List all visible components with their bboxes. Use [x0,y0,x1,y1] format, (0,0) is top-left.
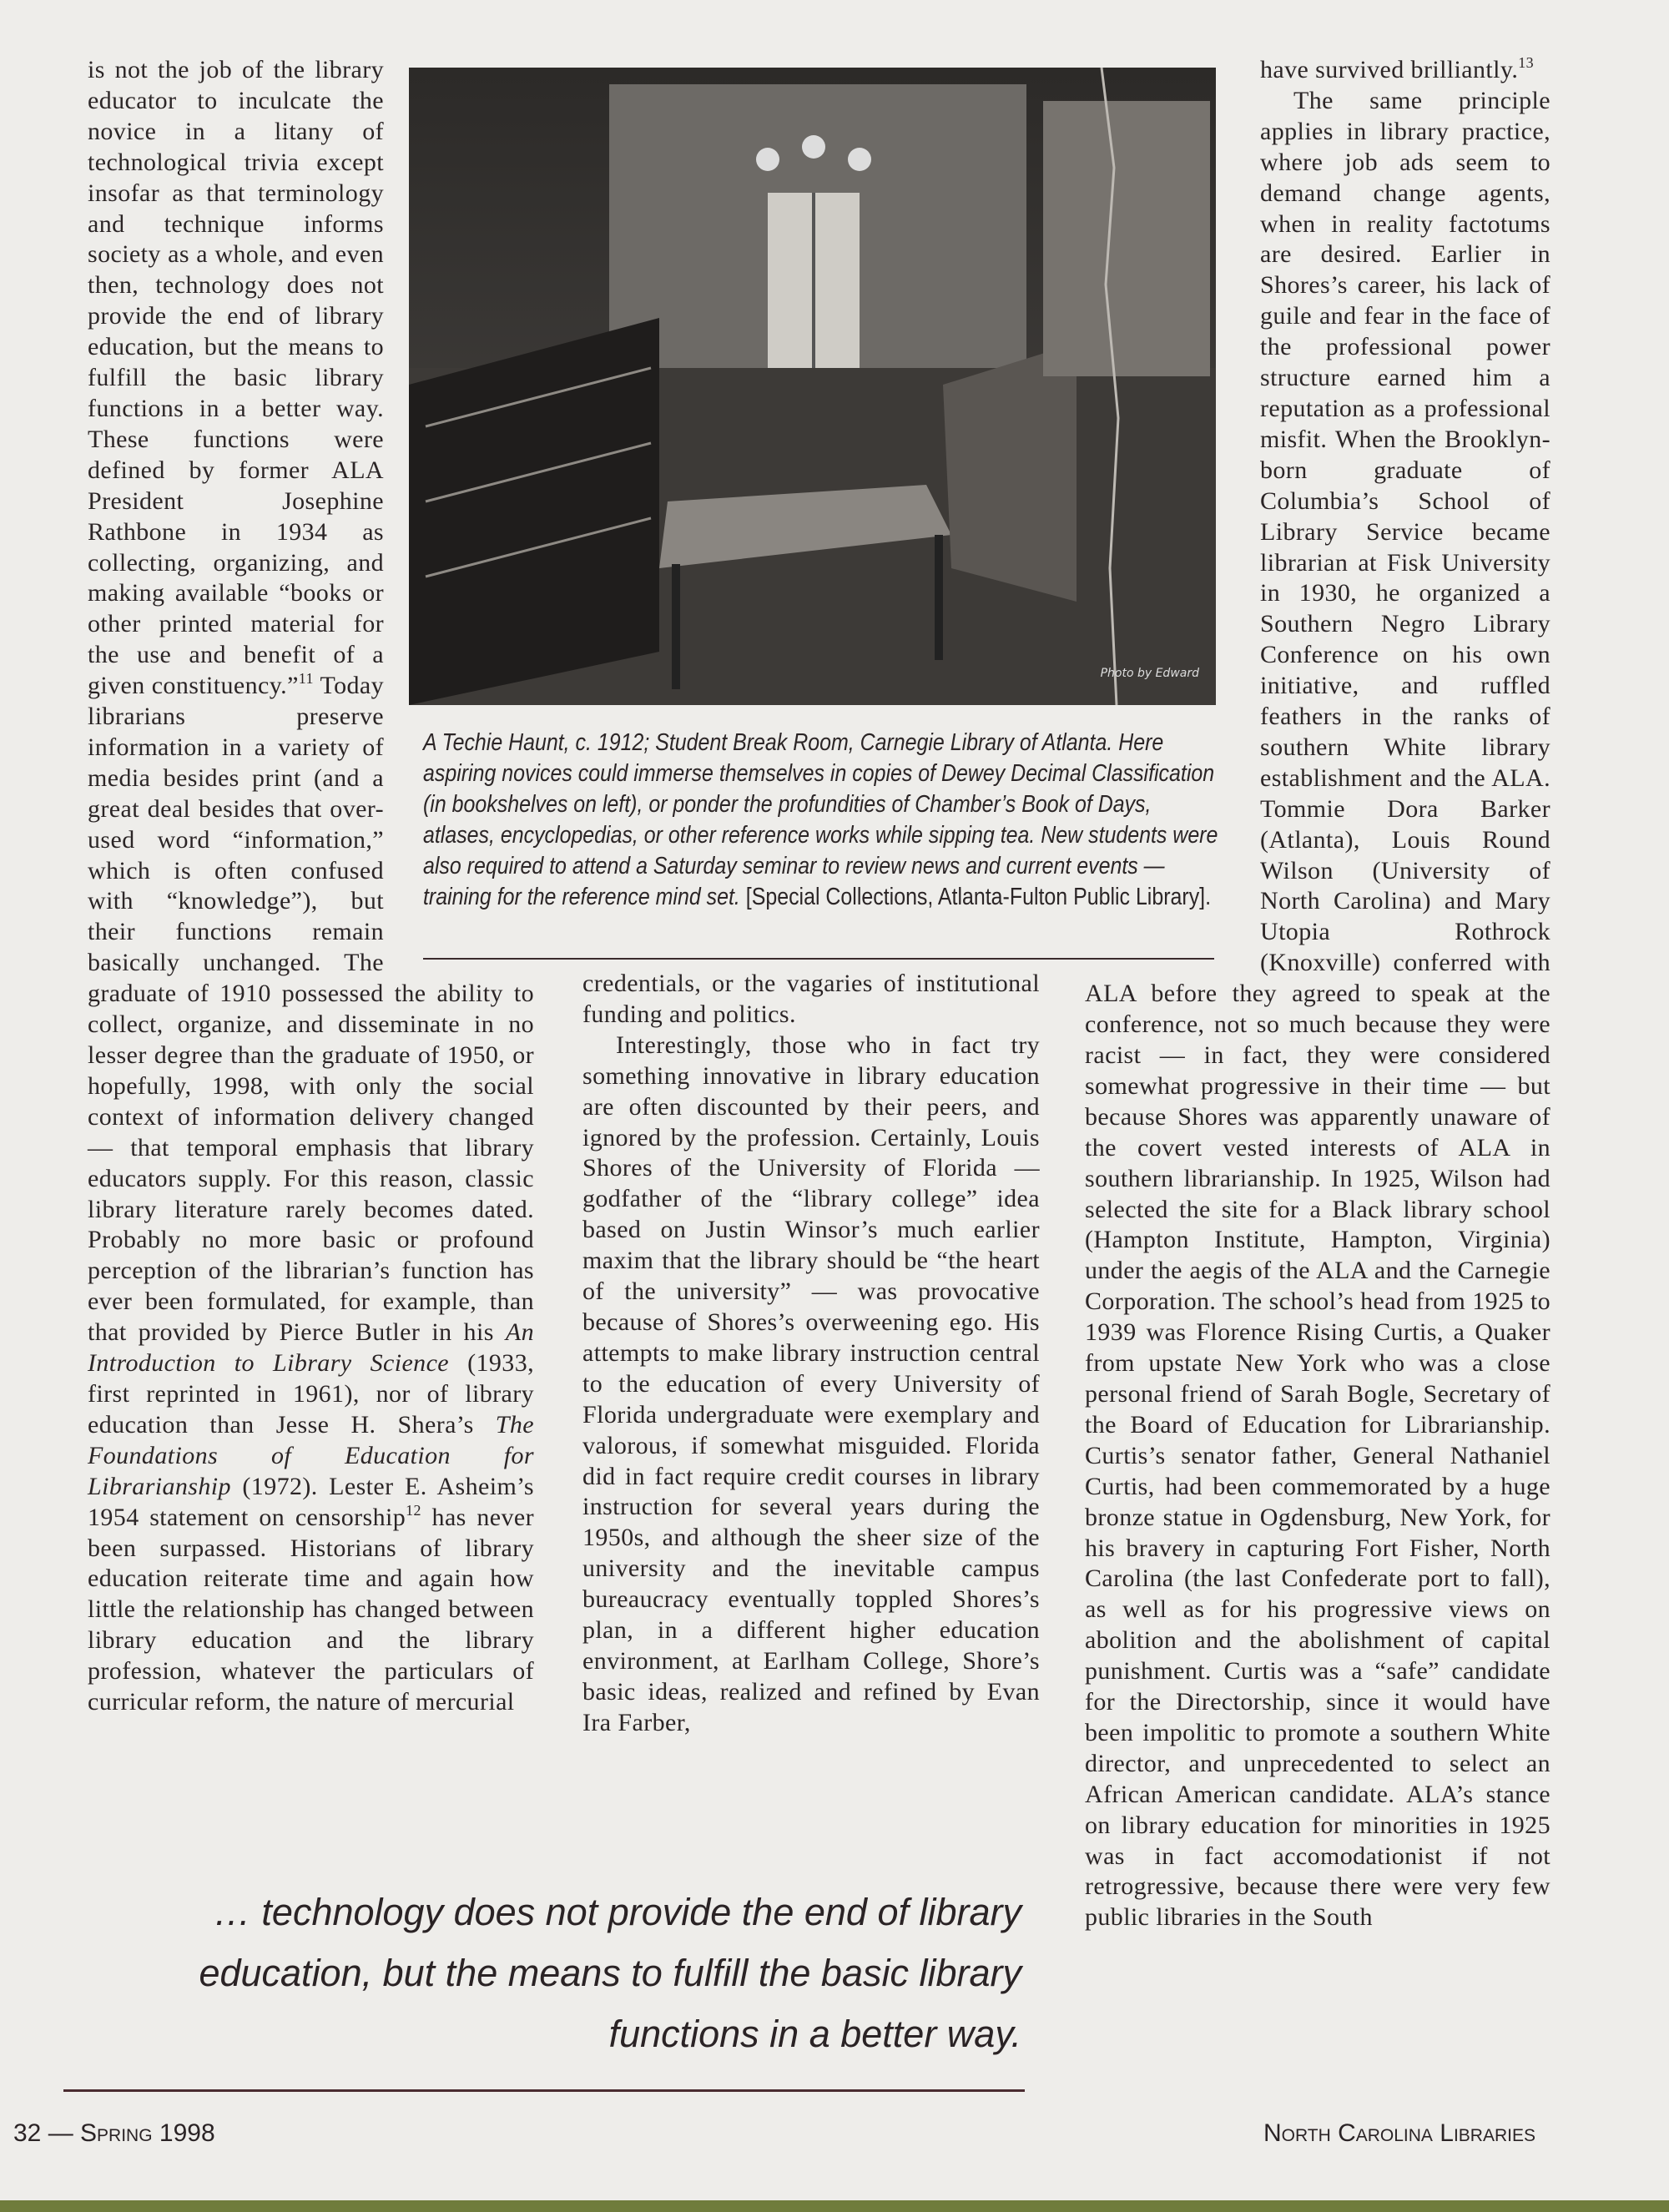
article-column-3 [1085,55,1551,1933]
footnote-ref: 11 [298,670,314,688]
text-run: Today librarians preserve information in a variety of media besides print (and a great deal besides that over-used word “information,” which is often confused with “knowledge”), but their functions remain basically unchanged. The graduate of 1910 possessed the ability to collect, organize, and disseminate in no lesser degree than the graduate of 1950, or hopefully, 1998, with only the social context of information delivery changed — that temporal emphasis that library educators supply. For this reason, classic library literature rarely becomes dated. Probably no more basic or profound perception of the librarian’s function has ever been formulated, for example, than that provided by Pierce Butler in his [88,672,534,1347]
paragraph: The same principle applies in library practice, where job ads seem to demand change agents, when in reality factotums are desired. Earlier in Shores’s career, his lack of guile and fear in the face of the professional power structure earned him a reputation as a professional misfit. When the Brooklyn-born graduate of Columbia’s School of Library Service became librarian at Fisk University in 1930, he organized a Southern Negro Library Conference on his own initiative, and ruffled feathers in the ranks of southern White library establishment and the ALA. Tommie Dora Barker (Atlanta), Louis Round Wilson (University of North Carolina) and Mary Utopia Rothrock (Knoxville) conferred with ALA before they agreed to speak at the conference, not so much because they were racist — in fact, they were considered somewhat progressive in their time — but because Shores was apparently unaware of the covert vested interests of ALA in southern librarianship. In 1925, Wilson had selected the site for a Black library school (Hampton Institute, Hampton, Virginia) under the aegis of the ALA and the Carnegie Corporation. The school’s head from 1925 to 1939 was Florence Rising Curtis, a Quaker from upstate New York who was a close personal friend of Sarah Bogle, Secretary of the Board of Education for Librarianship. Curtis’s senator father, General Nathaniel Curtis, had been commemorated by a huge bronze statue in Ogdensburg, New York, for his bravery in capturing Fort Fisher, North Carolina (the last Confederate port to fall), as well as for his progressive views on abolition and the abolishment of capital punishment. Curtis was a “safe” candidate for the Directorship, since it would have been impolitic to promote a southern White director, and unprecedented to select an African American candidate. ALA’s stance on library education for minorities in 1925 was in fact accomodationist if not retrogressive, because there were very few public libraries in the South [1085,86,1551,1932]
text-run: has never been surpassed. Historians of library education reiterate time and again how little the relationship has changed between library education and the library profession, whatever the particulars of curricular reform, the nature of mercurial [88,1503,534,1716]
photo-credit: Photo by Edward [1100,667,1199,680]
text-run: (1933, first reprinted in 1961), nor of library education than Jesse H. Shera’s [88,1349,534,1439]
photo-wrap-spacer [1085,55,1260,971]
text-run: have survived brilliantly. [1260,56,1519,83]
caption-text: A Techie Haunt, c. 1912; Student Break Room, Carnegie Library of Atlanta. Here aspiring novices could immerse themselves in copies of Dewey Decimal Classification (in bookshelves on left), or ponder the profundities of Chamber’s Book of Days, atlases, encyclopedias, or other reference works while sipping tea. New students were also required to attend a Saturday seminar to review news and current events — training for the reference mind set. [423,729,1218,910]
article-column-2 [582,969,1040,1739]
pull-quote-line: … technology does not provide the end of library [213,1891,1021,1933]
paragraph: credentials, or the vagaries of institutional funding and politics. [582,970,1040,1028]
caption-source: [Special Collections, Atlanta-Fulton Public Library]. [739,884,1212,910]
pull-quote [63,1882,1021,2064]
publication-name: North Carolina Libraries [1263,2119,1535,2147]
scan-edge [0,2200,1669,2212]
paragraph: Interestingly, those who in fact try something innovative in library education are often discounted by their peers, and ignored by the profession. Certainly, Louis Shores of the University of Florida — godfather of the “library college” idea based on Justin Winsor’s much earlier maxim that the library should be “the heart of the university” — was provocative because of Shores’s overweening ego. His attempts to make library instruction central to the education of every University of Florida undergraduate were exemplary and valorous, if somewhat misguided. Florida did in fact require credit courses in library instruction for several years during the 1950s, and although the sheer size of the university and the inevitable campus bureaucracy eventually toppled Shores’s plan, in a different higher education environment, at Earlham College, Shore’s basic ideas, realized and refined by Evan Ira Farber, [582,1030,1040,1736]
text-run: is not the job of the library educator to inculcate the novice in a litany of technological trivia except insofar as that terminology and technique informs society as a whole, and even then, technology does not provide the end of library education, but the means to fulfill the basic library functions in a better way. These functions were defined by former ALA President Josephine Rathbone in 1934 as collecting, organizing, and making available “books or other printed material for the use and benefit of a given constituency.” [88,56,384,700]
pull-quote-divider [63,2089,1025,2092]
book-title: An Introduction to Library Science [88,1318,534,1378]
page-number-issue: 32 — Spring 1998 [13,2119,215,2147]
pull-quote-line: functions in a better way. [608,2013,1021,2055]
pull-quote-line: education, but the means to fulfill the basic library [199,1952,1021,1994]
text-run: (1972). Lester E. Asheim’s 1954 statement on censorship [88,1472,534,1531]
book-title: The Foundations of Education for Librarianship [88,1410,534,1500]
footnote-ref: 13 [1518,54,1535,71]
footnote-ref: 12 [406,1501,421,1519]
